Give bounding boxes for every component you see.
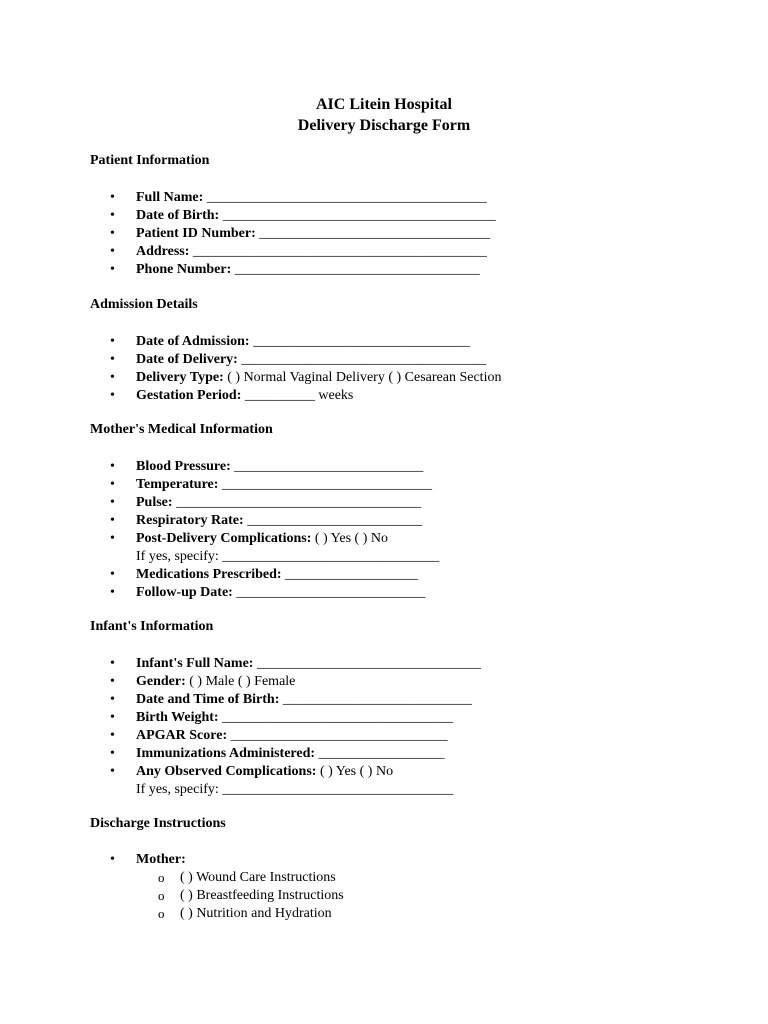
blood-pressure-field[interactable]: ___________________________ <box>230 459 424 474</box>
phone-number-field[interactable]: ___________________________________ <box>231 262 480 277</box>
hospital-name: AIC Litein Hospital <box>315 96 452 113</box>
infant-info-list <box>110 655 481 799</box>
medications-field[interactable]: ___________________ <box>281 567 419 582</box>
patient-info-heading: Patient Information <box>90 153 210 168</box>
mother-instructions-list <box>136 869 344 923</box>
date-of-birth-field[interactable]: _______________________________________ <box>219 208 496 223</box>
nutrition-option[interactable]: o ( ) Nutrition and Hydration <box>136 905 344 923</box>
patient-id-field[interactable]: _________________________________ <box>255 226 491 241</box>
pulse-field[interactable]: ___________________________________ <box>172 495 422 510</box>
form-header <box>0 94 768 136</box>
wound-care-option[interactable]: o ( ) Wound Care Instructions <box>136 869 344 887</box>
list-item: • Date of Admission: _______________________________ <box>110 333 501 351</box>
delivery-date-field[interactable]: ___________________________________ <box>237 352 487 367</box>
apgar-score-field[interactable]: _______________________________ <box>227 728 448 743</box>
list-item: • Immunizations Administered: __________________ <box>110 745 481 763</box>
list-item: • Post-Delivery Complications: ( ) Yes ( ) No If yes, specify: _______________________________ <box>110 530 439 566</box>
list-item: • Blood Pressure: ___________________________ <box>110 458 439 476</box>
list-item: • APGAR Score: _______________________________ <box>110 727 481 745</box>
list-item: • Respiratory Rate: _________________________ <box>110 512 439 530</box>
full-name-field[interactable]: ________________________________________ <box>203 190 487 205</box>
admission-list <box>110 333 501 405</box>
temperature-field[interactable]: ______________________________ <box>218 477 432 492</box>
list-item: • Medications Prescribed: ___________________ <box>110 566 439 584</box>
delivery-type-options[interactable]: ( ) Normal Vaginal Delivery ( ) Cesarean Section <box>223 370 502 385</box>
infant-info-heading: Infant's Information <box>90 619 214 634</box>
patient-info-list <box>110 189 496 279</box>
list-item: • Infant's Full Name: ________________________________ <box>110 655 481 673</box>
form-title: Delivery Discharge Form <box>297 117 471 134</box>
list-item: • Patient ID Number: _________________________________ <box>110 225 496 243</box>
mother-medical-heading: Mother's Medical Information <box>90 422 273 437</box>
complications-specify-field[interactable]: If yes, specify: _______________________________ <box>136 549 440 564</box>
list-item: • Pulse: ___________________________________ <box>110 494 439 512</box>
list-item: • Gender: ( ) Male ( ) Female <box>110 673 481 691</box>
infant-complications-options[interactable]: ( ) Yes ( ) No <box>316 764 394 779</box>
list-item <box>110 851 344 923</box>
list-item: • Phone Number: ___________________________________ <box>110 261 496 279</box>
list-item: • Date and Time of Birth: ___________________________ <box>110 691 481 709</box>
list-item: • Address: __________________________________________ <box>110 243 496 261</box>
admission-heading: Admission Details <box>90 297 198 312</box>
discharge-list <box>110 851 344 923</box>
follow-up-date-field[interactable]: ___________________________ <box>232 585 426 600</box>
mother-instructions-label: Mother: <box>136 852 186 867</box>
post-delivery-complications-options[interactable]: ( ) Yes ( ) No <box>311 531 388 546</box>
respiratory-rate-field[interactable]: _________________________ <box>243 513 423 528</box>
list-item: • Full Name: ________________________________________ <box>110 189 496 207</box>
infant-name-field[interactable]: ________________________________ <box>253 656 481 671</box>
list-item: • Date of Birth: _______________________________________ <box>110 207 496 225</box>
gestation-period-field[interactable]: __________ weeks <box>241 388 354 403</box>
list-item: • Date of Delivery: ___________________________________ <box>110 351 501 369</box>
list-item: • Any Observed Complications: ( ) Yes ( ) No If yes, specify: _________________________________ <box>110 763 481 799</box>
infant-complications-specify-field[interactable]: If yes, specify: _________________________________ <box>136 782 454 797</box>
list-item: • Follow-up Date: ___________________________ <box>110 584 439 602</box>
list-item: • Delivery Type: ( ) Normal Vaginal Delivery ( ) Cesarean Section <box>110 369 501 387</box>
breastfeeding-option[interactable]: o ( ) Breastfeeding Instructions <box>136 887 344 905</box>
discharge-instructions-heading: Discharge Instructions <box>90 816 226 831</box>
gender-options[interactable]: ( ) Male ( ) Female <box>185 674 296 689</box>
list-item: • Birth Weight: _________________________________ <box>110 709 481 727</box>
birth-datetime-field[interactable]: ___________________________ <box>279 692 472 707</box>
list-item: • Gestation Period: __________ weeks <box>110 387 501 405</box>
admission-date-field[interactable]: _______________________________ <box>249 334 471 349</box>
mother-medical-list <box>110 458 439 602</box>
birth-weight-field[interactable]: _________________________________ <box>218 710 454 725</box>
immunizations-field[interactable]: __________________ <box>315 746 445 761</box>
list-item: • Temperature: ______________________________ <box>110 476 439 494</box>
address-field[interactable]: __________________________________________ <box>189 244 487 259</box>
